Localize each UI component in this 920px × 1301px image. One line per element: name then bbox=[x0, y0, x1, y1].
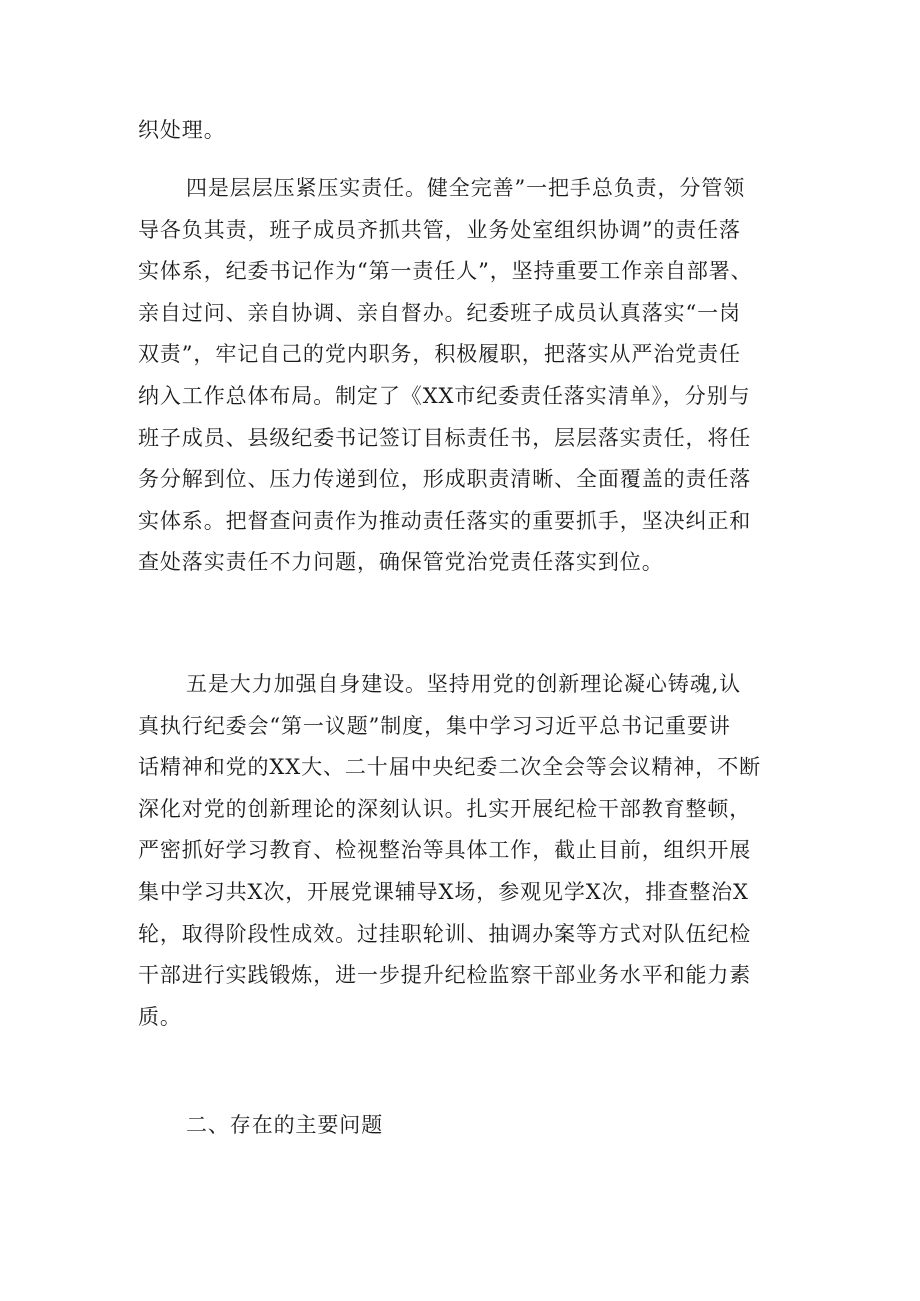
text-line: 双责”，牢记自己的党内职务，积极履职，把落实从严治党责任 bbox=[138, 342, 741, 367]
text-line: 导各负其责，班子成员齐抓共管，业务处室组织协调”的责任落 bbox=[138, 217, 741, 242]
carryover-paragraph bbox=[138, 110, 798, 152]
text-line: 班子成员、县级纪委书记签订目标责任书，层层落实责任，将任 bbox=[138, 425, 752, 450]
text-line: 实体系，纪委书记作为“第一责任人”，坚持重要工作亲自部署、 bbox=[138, 259, 753, 284]
text-line: 实体系。把督查问责作为推动责任落实的重要抓手，坚决纠正和 bbox=[138, 508, 752, 533]
text-line: 话精神和党的XX大、二十届中央纪委二次全会等会议精神，不断 bbox=[138, 755, 761, 780]
text-line: 干部进行实践锻炼，进一步提升纪检监察干部业务水平和能力素 bbox=[138, 963, 752, 988]
paragraph-responsibility bbox=[138, 168, 798, 584]
text-line: 严密抓好学习教育、检视整治等具体工作，截止目前，组织开展 bbox=[138, 838, 752, 863]
paragraph-self-construction bbox=[138, 664, 798, 1038]
section-heading: 二、存在的主要问题 bbox=[186, 1113, 384, 1137]
text-line: 织处理。 bbox=[138, 118, 226, 142]
text-line: 真执行纪委会“第一议题”制度，集中学习习近平总书记重要讲 bbox=[138, 713, 731, 738]
text-line: 质。 bbox=[138, 1004, 182, 1029]
text-line: 四是层层压紧压实责任。健全完善”一把手总负责，分管领 bbox=[186, 176, 746, 200]
text-line: 轮，取得阶段性成效。过挂职轮训、抽调办案等方式对队伍纪检 bbox=[138, 921, 752, 946]
text-line: 纳入工作总体布局。制定了《XX市纪委责任落实清单》，分别与 bbox=[138, 383, 751, 408]
text-line: 深化对党的创新理论的深刻认识。扎实开展纪检干部教育整顿， bbox=[138, 796, 752, 821]
text-line: 务分解到位、压力传递到位，形成职责清晰、全面覆盖的责任落 bbox=[138, 467, 752, 492]
text-line: 集中学习共X次，开展党课辅导X场，参观见学X次，排查整治X bbox=[138, 879, 749, 904]
text-line: 亲自过问、亲自协调、亲自督办。纪委班子成员认真落实“一岗 bbox=[138, 300, 741, 325]
text-line: 五是大力加强自身建设。坚持用党的创新理论凝心铸魂,认 bbox=[186, 672, 742, 696]
text-line: 查处落实责任不力问题，确保管党治党责任落实到位。 bbox=[138, 550, 664, 575]
